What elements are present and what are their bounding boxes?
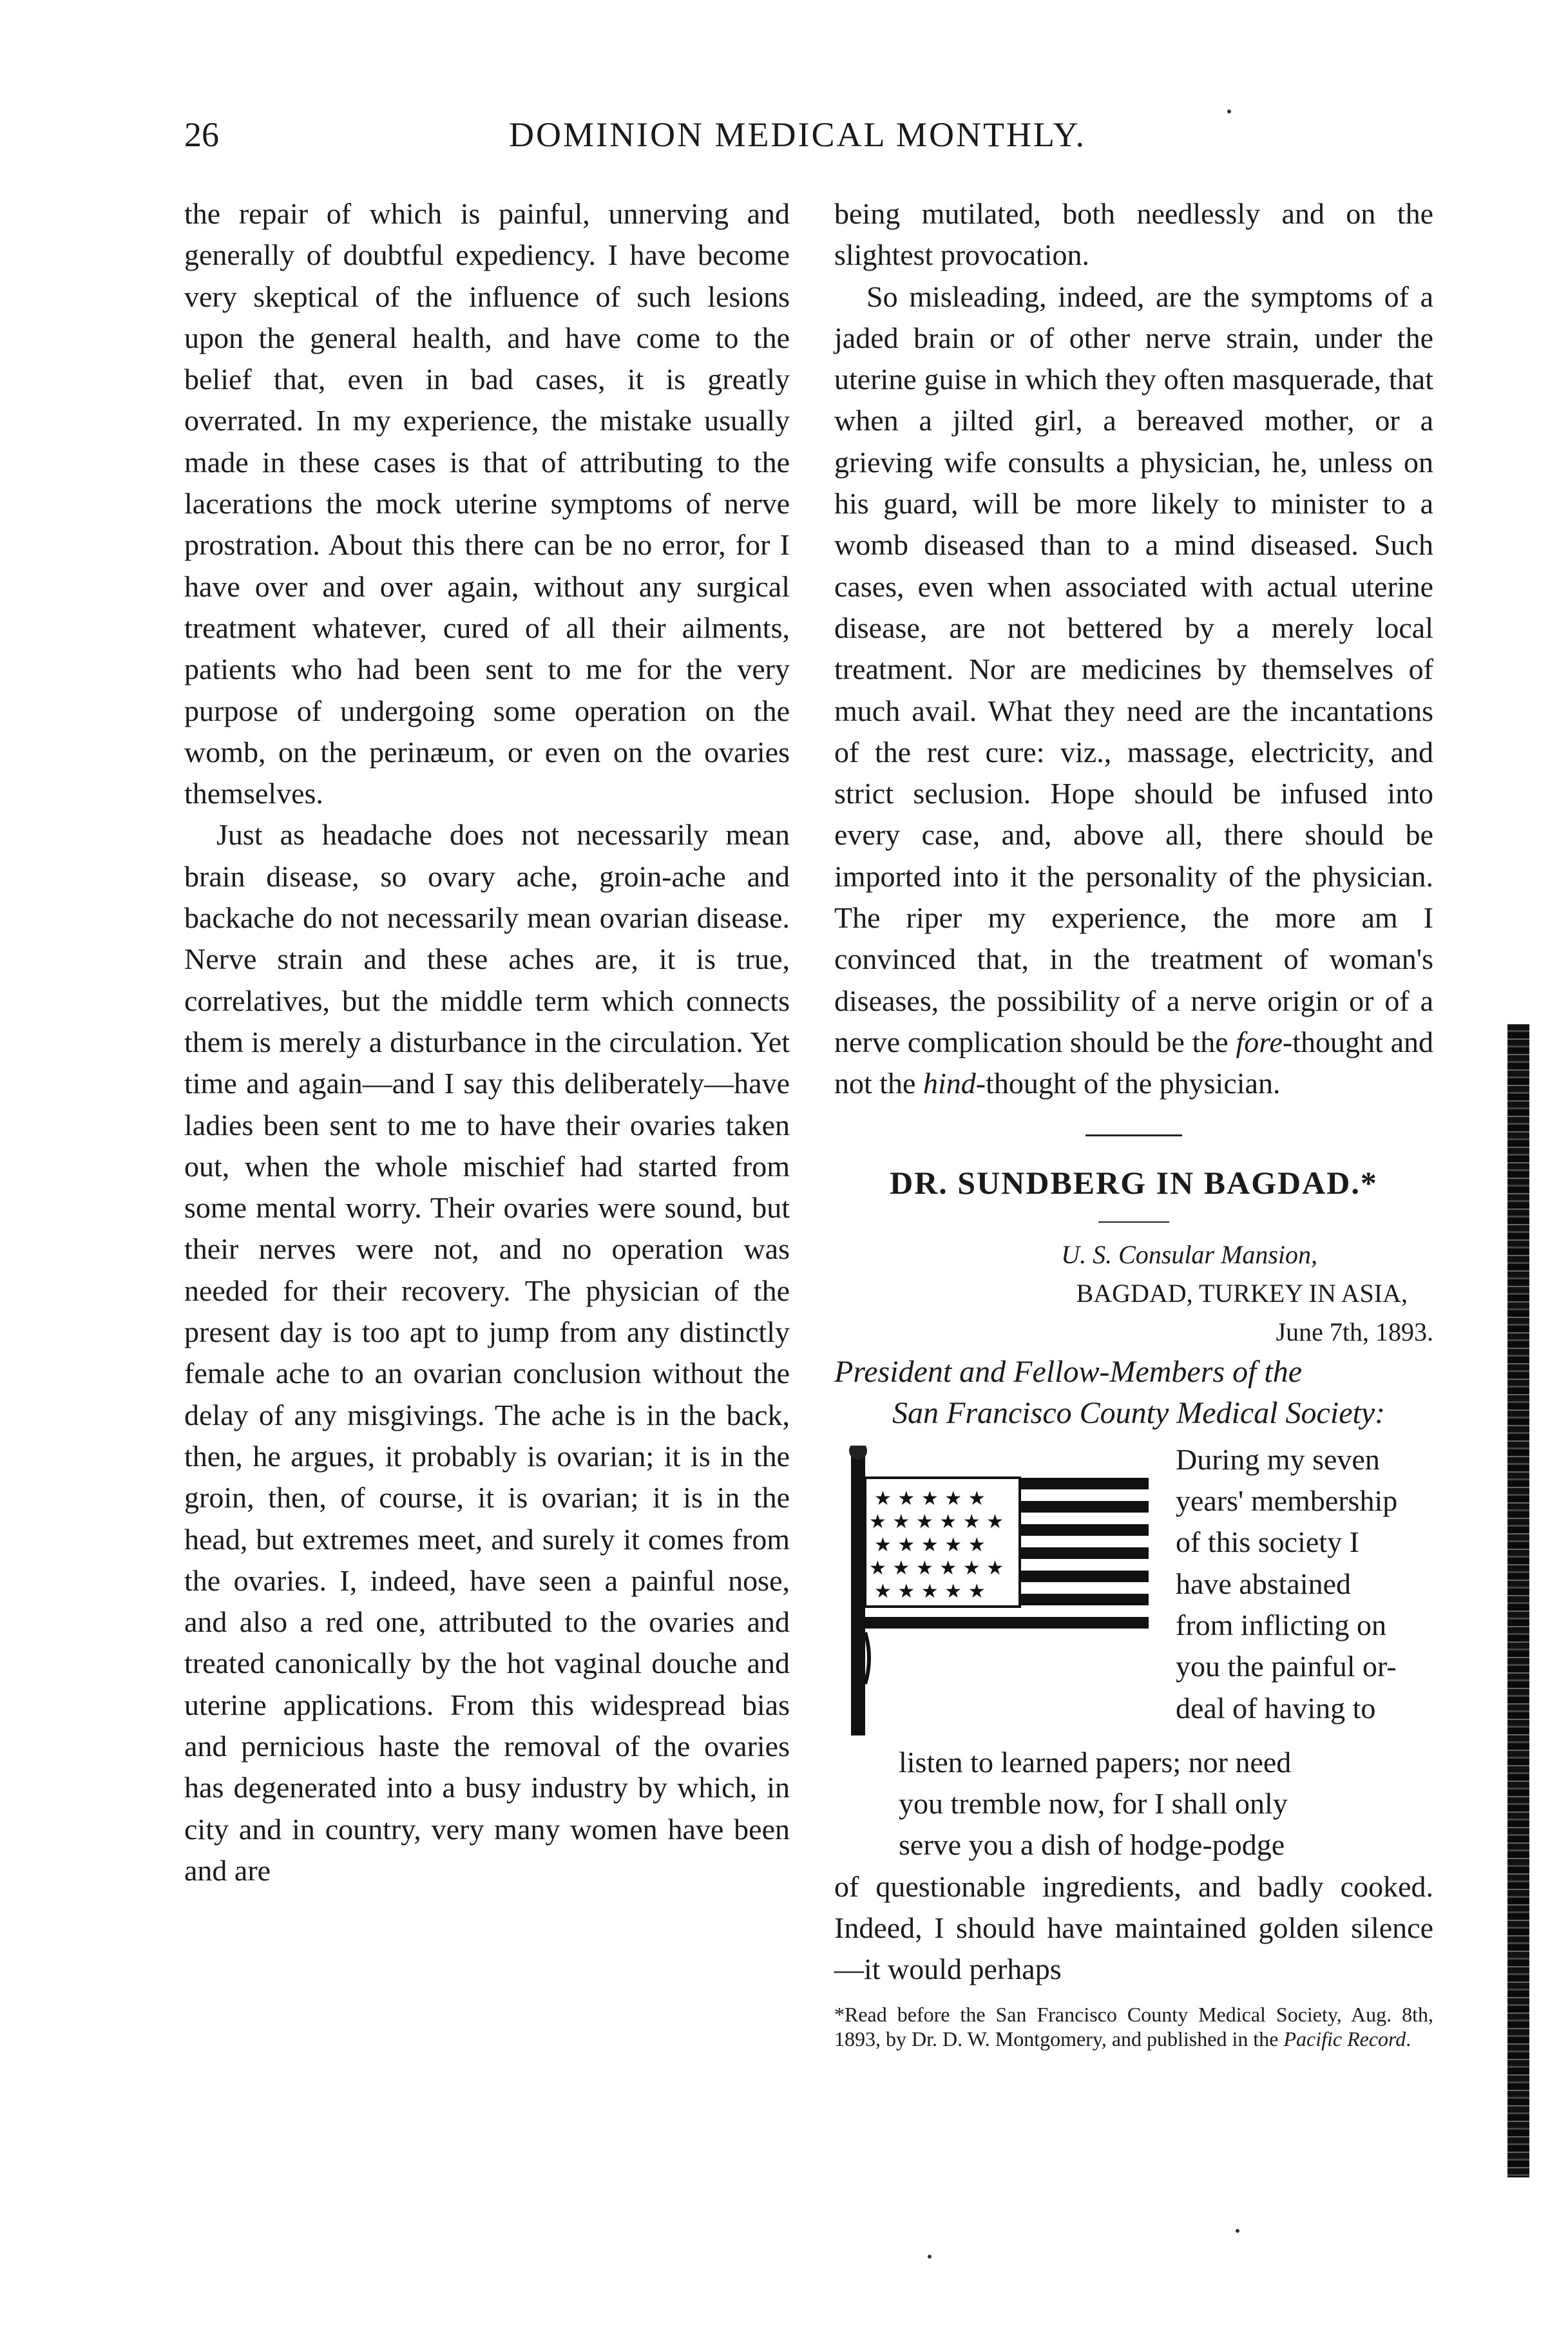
svg-text:★ ★ ★ ★ ★: ★ ★ ★ ★ ★ xyxy=(874,1487,986,1510)
text-line: deal of having to xyxy=(1176,1691,1376,1725)
scan-edge-rule xyxy=(1507,1024,1529,2177)
footnote-italic: Pacific Record xyxy=(1283,2027,1406,2050)
flag-wrap-text xyxy=(1176,1439,1433,1729)
page-header xyxy=(0,115,1568,173)
footnote xyxy=(834,2002,1433,2051)
text-line: years' membership xyxy=(1176,1484,1398,1518)
salutation-line: San Francisco County Medical Society: xyxy=(892,1395,1386,1430)
section-divider xyxy=(1085,1134,1182,1136)
footnote-text: . xyxy=(1406,2027,1411,2050)
text-line: During my seven xyxy=(1176,1442,1380,1476)
svg-text:★ ★ ★ ★ ★: ★ ★ ★ ★ ★ xyxy=(874,1533,986,1556)
italic-word: fore xyxy=(1236,1025,1283,1058)
american-flag-icon xyxy=(847,1446,1150,1735)
left-column xyxy=(184,193,790,1891)
flag-block xyxy=(834,1439,1433,1742)
text-line: you tremble now, for I shall only xyxy=(899,1787,1288,1821)
paragraph-text: So misleading, indeed, are the symptoms of a jaded brain or of other nerve strain, under the uterine guise in which they often masquerade, that when a jilted girl, a bereaved mother, or a grieving wife consults a physician, he, unless on his guard, will be more likely to minister to a womb diseased than to a mind diseased. Such cases, even when associated with actual uterine disease, are not bettered by a merely local treatment. Nor are medicines by themselves of much avail. What they need are the incantations of the rest cure: viz., massage, electricity, and strict seclusion. Hope should be infused into every case, and, above all, there should be imported into it the personality of the physician. The riper my experience, the more am I convinced that, in the treatment of woman's diseases, the possibility of a nerve origin or of a nerve complication should be the xyxy=(834,280,1433,1058)
scan-speck xyxy=(1236,2229,1239,2233)
svg-text:★ ★ ★ ★ ★ ★: ★ ★ ★ ★ ★ ★ xyxy=(869,1556,1004,1580)
body-paragraph: being mutilated, both needlessly and on the slightest provocation. xyxy=(834,197,1433,272)
text-line: serve you a dish of hodge-podge xyxy=(899,1828,1285,1862)
body-paragraph xyxy=(834,276,1433,1105)
scan-speck xyxy=(1227,110,1231,113)
right-column xyxy=(834,193,1433,2051)
salutation xyxy=(834,1352,1433,1434)
salutation-line: President and Fellow-Members of the xyxy=(834,1354,1303,1389)
letter-date: June 7th, 1893. xyxy=(1276,1317,1433,1346)
text-line: of this society I xyxy=(1176,1525,1359,1559)
scan-speck xyxy=(928,2255,932,2259)
footnote-text: *Read before the San Francisco County Medical Society, Aug. 8th, 1893, by Dr. D. W. Montgomery, and published in the xyxy=(834,2002,1433,2050)
text-line: listen to learned papers; nor need xyxy=(899,1745,1292,1779)
body-paragraph: the repair of which is painful, unnerving and generally of doubtful expediency. I have become very skeptical of the influence of such lesions upon the general health, and have come to the belief that, even in bad cases, it is greatly overrated. In my experience, the mistake usually made in these cases is that of attributing to the lacerations the mock uterine symptoms of nerve prostration. About this there can be no error, for I have over and over again, without any surgical treatment whatever, cured of all their ailments, patients who had been sent to me for the very purpose of undergoing some operation on the womb, on the perinæum, or even on the ovaries themselves. xyxy=(184,197,790,810)
svg-text:★ ★ ★ ★ ★ ★: ★ ★ ★ ★ ★ ★ xyxy=(869,1510,1004,1533)
title-divider xyxy=(1098,1221,1169,1223)
text-line: have abstained xyxy=(1176,1567,1352,1600)
page-number: 26 xyxy=(184,115,219,154)
after-flag-text xyxy=(834,1742,1433,1866)
letter-address xyxy=(834,1236,1433,1352)
address-line: BAGDAD, TURKEY IN ASIA, xyxy=(1076,1278,1408,1308)
address-line: U. S. Consular Mansion, xyxy=(1061,1239,1317,1269)
body-paragraph: of questionable ingredients, and badly cooked. Indeed, I should have maintained golden silence—it would perhaps xyxy=(834,1869,1433,1986)
svg-text:★ ★ ★ ★ ★: ★ ★ ★ ★ ★ xyxy=(874,1580,986,1603)
paragraph-text: -thought and not the xyxy=(834,1025,1433,1100)
article-title: DR. SUNDBERG IN BAGDAD.* xyxy=(890,1164,1378,1201)
paragraph-text: -thought of the physician. xyxy=(975,1067,1281,1100)
body-paragraph: Just as headache does not necessarily mean brain disease, so ovary ache, groin-ache and backache do not necessarily mean ovarian disease. Nerve strain and these aches are, it is true, correlatives, but the middle term which connects them is merely a disturbance in the circulation. Yet time and again—and I say this deliberately—have ladies been sent to me to have their ovaries taken out, when the whole mischief had started from some mental worry. Their ovaries were sound, but their nerves were not, and no operation was needed for their recovery. The physician of the present day is too apt to jump from any distinctly female ache to an ovarian conclusion without the delay of any misgivings. The ache is in the back, then, he argues, it probably is ovarian; it is in the groin, then, of course, it is ovarian; it is in the head, but extremes meet, and surely it comes from the ovaries. I, indeed, have seen a painful nose, and also a red one, attributed to the ovaries and treated canonically by the hot vaginal douche and uterine applications. From this widespread bias and pernicious haste the removal of the ovaries has degenerated into a busy industry by which, in city and in country, very many women have been and are xyxy=(184,818,790,1887)
text-line: from inflicting on xyxy=(1176,1609,1387,1642)
text-line: you the painful or- xyxy=(1176,1650,1397,1683)
italic-word: hind xyxy=(923,1067,976,1100)
running-title: DOMINION MEDICAL MONTHLY. xyxy=(509,115,1087,154)
